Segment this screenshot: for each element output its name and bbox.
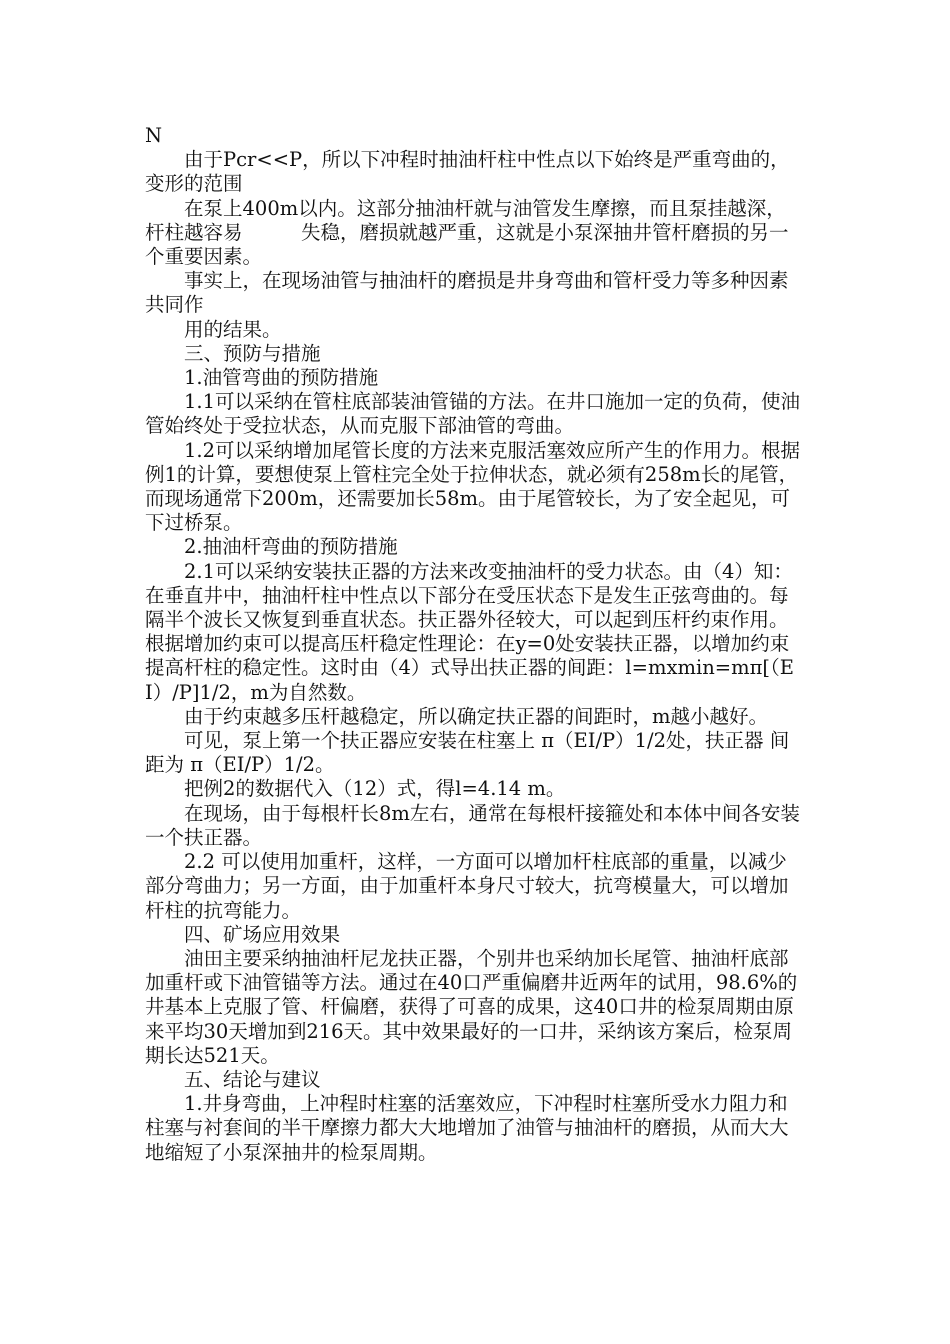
paragraph: 在现场，由于每根杆长8m左右，通常在每根杆接箍处和本体中间各安装一个扶正器。 [145,801,800,849]
paragraph: 油田主要采纳抽油杆尼龙扶正器，个别井也采纳加长尾管、抽油杆底部加重杆或下油管锚等方法。通过在40口严重偏磨井近两年的试用，98.6%的井基本上克服了管、杆偏磨，获得了可喜的成果，这40口井的检泵周期由原来平均30天增加到216天。其中效果最好的一口井，采纳该方案后，检泵周期长达521天。 [145,946,798,1067]
subsection-heading-rod: 2.抽油杆弯曲的预防措施 [184,535,398,559]
section-heading-prevention: 三、预防与措施 [184,341,321,365]
paragraph: 把例2的数据代入（12）式，得l=4.14 m。 [184,777,566,801]
paragraph: 由于约束越多压杆越稳定，所以确定扶正器的间距时，m越小越好。 [184,704,768,728]
paragraph: 事实上，在现场油管与抽油杆的磨损是井身弯曲和管杆受力等多种因素共同作 [145,269,789,317]
paragraph: 1.2可以采纳增加尾管长度的方法来克服活塞效应所产生的作用力。根据例1的计算，要想使泵上管柱完全处于拉伸状态，就必须有258m长的尾管，而现场通常下200m，还需要加长58m。由于尾管较长，为了安全起见，可下过桥泵。 [145,438,801,535]
section-heading-conclusion: 五、结论与建议 [184,1067,321,1091]
subsection-heading-tubing: 1.油管弯曲的预防措施 [184,366,379,390]
paragraph: 在泵上400m以内。这部分抽油杆就与油管发生摩擦，而且泵挂越深，杆柱越容易 失稳，磨损就越严重，这就是小泵深抽井管杆磨损的另一个重要因素。 [145,196,789,269]
section-heading-application: 四、矿场应用效果 [184,922,341,946]
paragraph: 用的结果。 [184,317,282,341]
paragraph: 1.井身弯曲，上冲程时柱塞的活塞效应，下冲程时柱塞所受水力阻力和柱塞与衬套间的半干摩擦力都大大地增加了油管与抽油杆的磨损，从而大大地缩短了小泵深抽井的检泵周期。 [145,1092,789,1164]
paragraph: 可见，泵上第一个扶正器应安装在柱塞上 π（EI/P）1/2处，扶正器 间距为 π（EI/P）1/2。 [145,729,790,777]
document-body [145,124,805,1165]
paragraph: 1.1可以采纳在管柱底部装油管锚的方法。在井口施加一定的负荷，使油管始终处于受拉状态，从而克服下部油管的弯曲。 [145,390,801,438]
paragraph: 2.2 可以使用加重杆，这样，一方面可以增加杆柱底部的重量，以减少部分弯曲力；另一方面，由于加重杆本身尺寸较大，抗弯模量大，可以增加杆柱的抗弯能力。 [145,850,789,922]
paragraph-heading-n: N [145,124,163,147]
paragraph: 由于Pcr<<P，所以下冲程时抽油杆柱中性点以下始终是严重弯曲的，变形的范围 [145,148,790,196]
paragraph: 2.1可以采纳安装扶正器的方法来改变抽油杆的受力状态。由（4）知：在垂直井中，抽油杆柱中性点以下部分在受压状态下是发生正弦弯曲的。每隔半个波长又恢复到垂直状态。扶正器外径较大，可以起到压杆约束作用。根据增加约束可以提高压杆稳定性理论：在y=0处安装扶正器，以增加约束提高杆柱的稳定性。这时由（4）式导出扶正器的间距：l=mxmin=mπ[（EI）/P]1/2，m为自然数。 [145,559,794,704]
